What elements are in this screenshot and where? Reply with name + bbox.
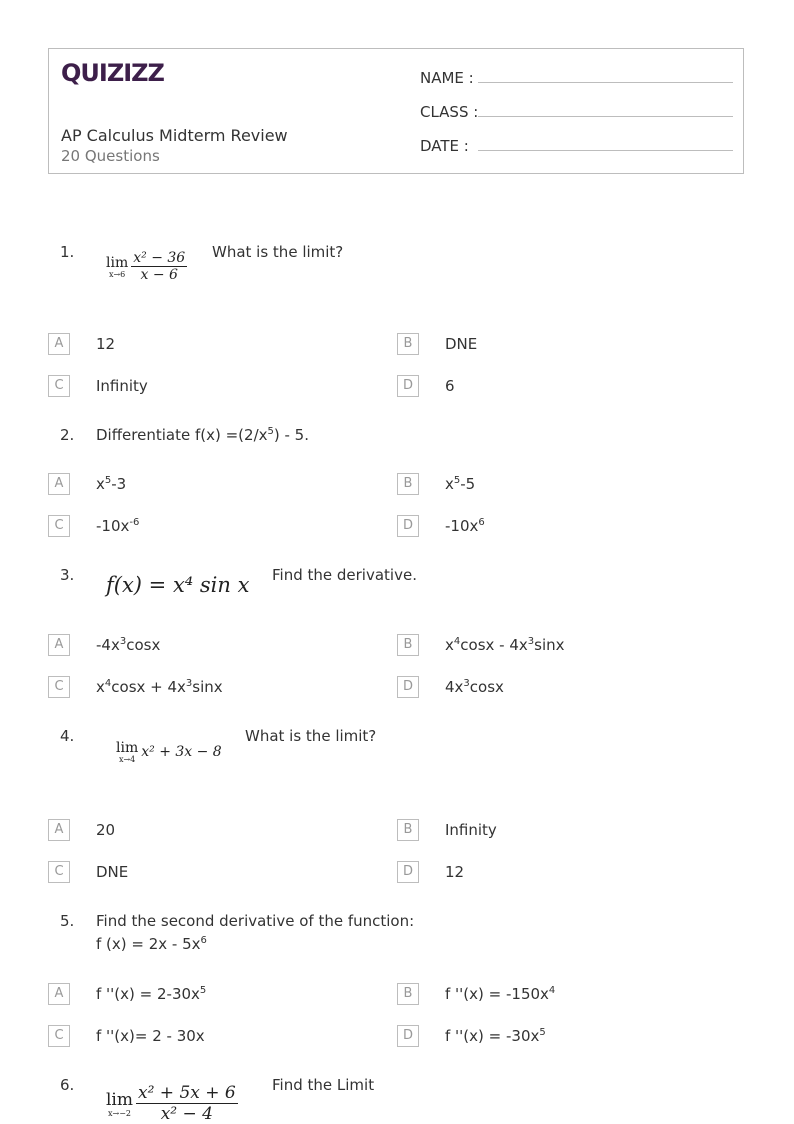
- lim-subscript: x→6: [108, 269, 126, 279]
- date-field[interactable]: [420, 137, 469, 155]
- option-letter-box: A: [48, 333, 70, 355]
- option-text: f ''$(x) = -150x^4$: [445, 985, 556, 1003]
- date-label: DATE :: [420, 137, 469, 155]
- option-text: f ''(x)= 2 - 30x: [96, 1027, 205, 1045]
- option-text: $x^5-5$: [445, 475, 476, 493]
- question-prompt: Find the derivative.: [272, 566, 417, 584]
- lim-text: lim: [116, 740, 139, 756]
- question-number: 4.: [60, 727, 75, 745]
- option-letter-box: B: [397, 333, 419, 355]
- option-letter-box: C: [48, 515, 70, 537]
- question-count: 20 Questions: [61, 147, 160, 165]
- option-letter-box: A: [48, 634, 70, 656]
- option-letter-box: B: [397, 819, 419, 841]
- option-text: $x^4\cos x - 4x^3\sin x$: [445, 636, 565, 654]
- option-letter-box: C: [48, 1025, 70, 1047]
- name-field[interactable]: [420, 69, 474, 87]
- class-label: CLASS :: [420, 103, 479, 121]
- question-4-math: [116, 740, 222, 764]
- option-text: $x^5-3$: [96, 475, 127, 493]
- option-letter-box: C: [48, 861, 70, 883]
- option-letter-box: D: [397, 861, 419, 883]
- class-line: [478, 116, 733, 117]
- option-text: Infinity: [445, 821, 497, 839]
- question-prompt: Differentiate $f(x) =(2/x^5) - 5$.: [96, 426, 309, 444]
- name-line: [478, 82, 733, 83]
- option-text: Infinity: [96, 377, 148, 395]
- lim-text: lim: [106, 254, 129, 271]
- limit-expression: x² + 3x − 8: [141, 744, 222, 760]
- question-number: 6.: [60, 1076, 75, 1094]
- question-number: 5.: [60, 912, 75, 930]
- option-text: DNE: [96, 863, 129, 881]
- fraction-numerator: x² − 36: [133, 250, 186, 266]
- question-prompt: What is the limit?: [245, 727, 377, 745]
- question-6-math: [106, 1083, 238, 1124]
- question-number: 1.: [60, 243, 75, 261]
- option-letter-box: D: [397, 1025, 419, 1047]
- question-prompt: Find the Limit: [272, 1076, 375, 1094]
- option-letter-box: B: [397, 473, 419, 495]
- option-letter-box: C: [48, 375, 70, 397]
- option-text: 20: [96, 821, 116, 839]
- option-text: $-10x^{-6}$: [96, 517, 140, 535]
- option-letter-box: A: [48, 819, 70, 841]
- lim-subscript: x→4: [118, 755, 136, 764]
- question-1-math: [106, 250, 187, 283]
- date-line: [478, 150, 733, 151]
- question-prompt: What is the limit?: [212, 243, 344, 261]
- lim-subscript: x→−2: [107, 1108, 131, 1118]
- fraction-denominator: x − 6: [140, 267, 178, 283]
- option-text: 6: [445, 377, 455, 395]
- class-field[interactable]: [420, 103, 478, 121]
- option-text: DNE: [445, 335, 478, 353]
- option-letter-box: A: [48, 983, 70, 1005]
- quizizz-logo: QUIZIZZ: [61, 59, 164, 87]
- question-function: f $(x) = 2x - 5x^6$: [96, 935, 207, 953]
- option-text: f ''$(x) = 2-30x^5$: [96, 985, 207, 1003]
- question-number: 2.: [60, 426, 75, 444]
- option-letter-box: B: [397, 983, 419, 1005]
- option-letter-box: B: [397, 634, 419, 656]
- option-text: f ''$(x) = -30x^5$: [445, 1027, 546, 1045]
- option-text: $-10x^6$: [445, 517, 485, 535]
- option-letter-box: A: [48, 473, 70, 495]
- fraction-denominator: x² − 4: [160, 1104, 213, 1124]
- option-letter-box: D: [397, 676, 419, 698]
- option-letter-box: D: [397, 375, 419, 397]
- option-text: $-4x^3\cos x$: [96, 636, 161, 654]
- option-letter-box: D: [397, 515, 419, 537]
- name-label: NAME :: [420, 69, 474, 87]
- option-letter-box: C: [48, 676, 70, 698]
- lim-text: lim: [106, 1089, 133, 1110]
- option-text: $4x^3\cos x$: [445, 678, 504, 696]
- worksheet-title: AP Calculus Midterm Review: [61, 126, 288, 145]
- question-3-math: f(x) = x⁴ sin x: [106, 573, 250, 597]
- option-text: 12: [96, 335, 116, 353]
- question-number: 3.: [60, 566, 75, 584]
- option-text: $x^4\cos x + 4x^3\sin x$: [96, 678, 223, 696]
- option-text: 12: [445, 863, 465, 881]
- worksheet-header: [48, 48, 744, 174]
- question-prompt: Find the second derivative of the function:: [96, 912, 415, 930]
- fraction-numerator: x² + 5x + 6: [138, 1083, 236, 1103]
